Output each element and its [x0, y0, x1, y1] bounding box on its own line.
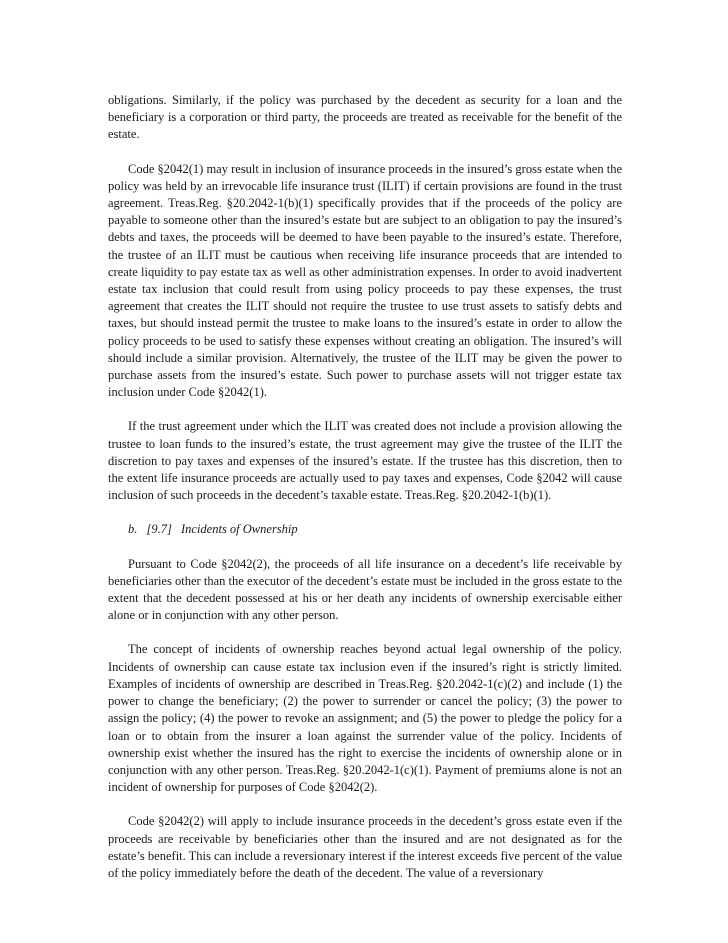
paragraph-ilit-inclusion: Code §2042(1) may result in inclusion of insurance proceeds in the insured’s gross estate when the policy was held by an irrevocable life insurance trust (ILIT) if certain provisions are found in the trust agreement. Treas.Reg. §20.2042-1(b)(1) specifically provides that if the proceeds of the policy are payable to someone other than the insured’s estate but are subject to an obligation to pay the insured’s debts and taxes, the proceeds will be deemed to have been payable to the insured’s estate. Therefore, the trustee of an ILIT must be cautious when receiving life insurance proceeds that are intended to create liquidity to pay estate tax as well as other administration expenses. In order to avoid inadvertent estate tax inclusion that could result from using policy proceeds to pay these expenses, the trust agreement that creates the ILIT should not require the trustee to use trust assets to satisfy debts and taxes, but should instead permit the trustee to make loans to the insured’s estate in order to allow the policy proceeds to be used to satisfy these expenses without creating an obligation. The insured’s will should include a similar provision. Alternatively, the trustee of the ILIT may be given the power to purchase assets from the insured’s estate. Such power to purchase assets will not trigger estate tax inclusion under Code §2042(1).	[108, 161, 622, 400]
paragraph-trust-discretion: If the trust agreement under which the ILIT was created does not include a provision allowing the trustee to loan funds to the insured’s estate, the trust agreement may give the trustee of the ILIT the discretion to pay taxes and expenses of the insured’s estate. If the trustee has this discretion, then to the extent life insurance proceeds are actually used to pay taxes and expenses, Code §2042 will cause inclusion of such proceeds in the decedent’s taxable estate. Treas.Reg. §20.2042-1(b)(1).	[108, 419, 622, 503]
paragraph-incidents-concept: The concept of incidents of ownership reaches beyond actual legal ownership of the policy. Incidents of ownership can cause estate tax inclusion even if the insured’s right is strictly limited. Examples of incidents of ownership are described in Treas.Reg. §20.2042-1(c)(2) and include (1) the power to change the beneficiary; (2) the power to surrender or cancel the policy; (3) the power to assign the policy; (4) the power to revoke an assignment; and (5) the power to pledge the policy for a loan or to obtain from the insurer a loan against the surrender value of the policy. Incidents of ownership exist whether the insured has the right to exercise the incidents of ownership alone or in conjunction with any other person. Treas.Reg. §20.2042-1(c)(1). Payment of premiums alone is not an incident of ownership for purposes of Code §2042(2).	[108, 642, 622, 795]
paragraph-2042-2: Pursuant to Code §2042(2), the proceeds of all life insurance on a decedent’s life receivable by beneficiaries other than the executor of the decedent’s estate must be included in the gross estate to the extent that the decedent possessed at his or her death any incidents of ownership exercisable either alone or in conjunction with any other person.	[108, 556, 622, 623]
section-number: [9.7]	[146, 522, 172, 537]
section-letter: b.	[128, 522, 138, 537]
document-page	[108, 92, 622, 899]
paragraph-reversionary: Code §2042(2) will apply to include insurance proceeds in the decedent’s gross estate even if the proceeds are receivable by beneficiaries other than the insured and are not designated as for the estate’s benefit. This can include a reversionary interest if the interest exceeds five percent of the value of the policy immediately before the death of the decedent. The value of a reversionary	[108, 814, 622, 880]
section-heading	[108, 521, 622, 538]
section-title: Incidents of Ownership	[180, 522, 298, 537]
paragraph-continuation: obligations. Similarly, if the policy was purchased by the decedent as security for a loan and the beneficiary is a corporation or third party, the proceeds are treated as receivable for the benefit of the estate.	[108, 93, 622, 142]
